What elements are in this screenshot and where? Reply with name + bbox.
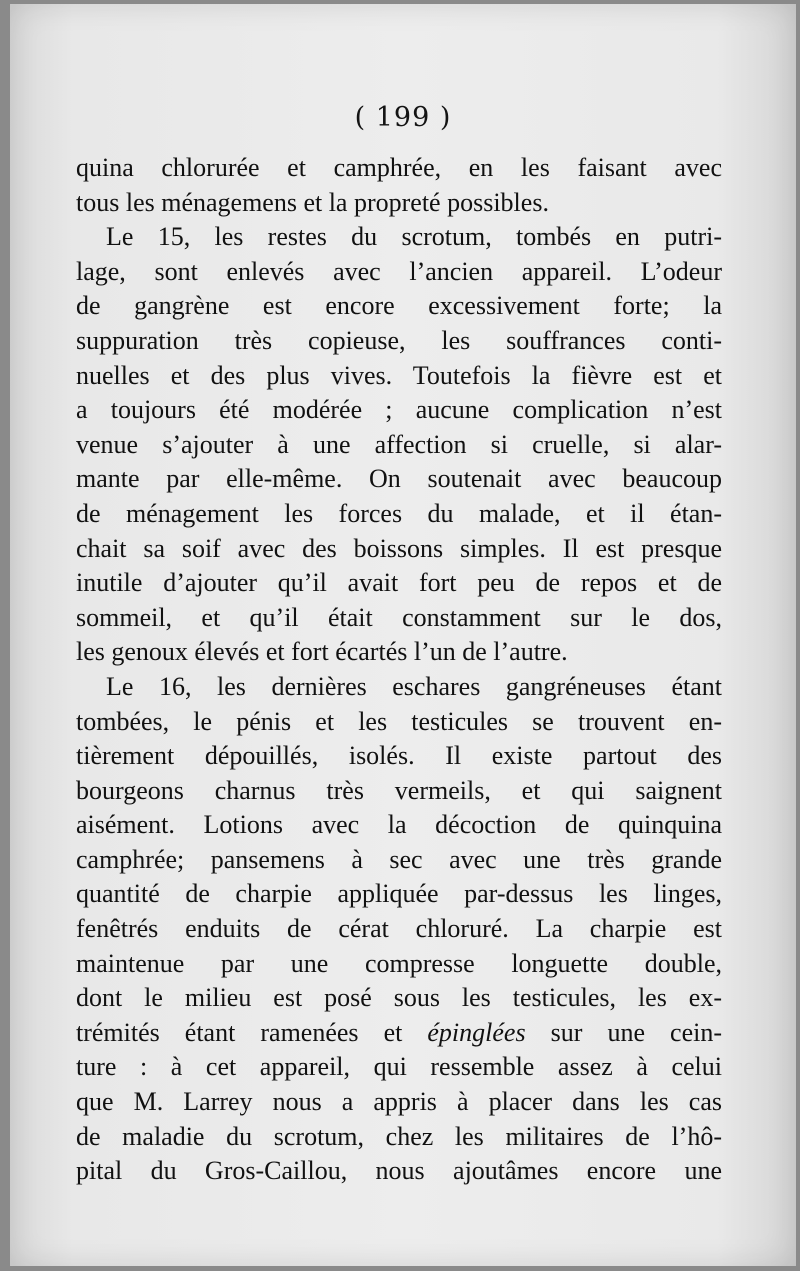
text-line-content: de maladie du scrotum, chez les militaires de l’hô-	[76, 1121, 722, 1151]
text-line-content: suppuration très copieuse, les souffrances conti-	[76, 325, 722, 355]
text-line	[76, 359, 722, 394]
text-line	[76, 393, 722, 428]
text-line	[76, 324, 722, 359]
text-line	[76, 981, 722, 1016]
text-line	[76, 428, 722, 463]
text-line-content: de gangrène est encore excessivement forte; la	[76, 291, 722, 321]
body-text	[76, 151, 722, 1189]
text-line-content: trémités étant ramenées et	[76, 1017, 403, 1047]
text-line	[76, 255, 722, 290]
text-line-content: Le 16, les dernières eschares gangréneuses étant	[106, 671, 722, 701]
text-line-content: de ménagement les forces du malade, et il étan-	[76, 498, 722, 528]
text-line	[76, 601, 722, 636]
text-line-content: tièrement dépouillés, isolés. Il existe partout des	[76, 741, 722, 771]
text-line-content: mante par elle-même. On soutenait avec beaucoup	[76, 464, 722, 494]
text-line-content: pital du Gros-Caillou, nous ajoutâmes encore une	[76, 1156, 722, 1186]
text-line	[76, 566, 722, 601]
italic-word: épinglées	[427, 1017, 526, 1047]
text-line	[76, 808, 722, 843]
text-line-content: quantité de charpie appliquée par-dessus les linges,	[76, 879, 722, 909]
text-line-content: Le 15, les restes du scrotum, tombés en putri-	[106, 222, 722, 252]
text-line	[76, 1154, 722, 1189]
text-line-continuation: sur une cein-	[525, 1017, 722, 1047]
text-line	[76, 532, 722, 567]
text-line	[76, 947, 722, 982]
text-line-content: chait sa soif avec des boissons simples. Il est presque	[76, 533, 722, 563]
book-page	[10, 4, 796, 1266]
text-line-content: bourgeons charnus très vermeils, et qui saignent	[76, 775, 722, 805]
text-line	[76, 1120, 722, 1155]
text-line	[76, 289, 722, 324]
text-line	[76, 877, 722, 912]
text-line-content: tombées, le pénis et les testicules se trouvent en-	[76, 706, 722, 736]
text-line-content: fenêtrés enduits de cérat chloruré. La charpie est	[76, 914, 722, 944]
text-line	[76, 1050, 722, 1085]
text-line	[76, 151, 722, 186]
text-line-content: sommeil, et qu’il était constamment sur le dos,	[76, 602, 722, 632]
text-line	[76, 1085, 722, 1120]
text-line-content: lage, sont enlevés avec l’ancien appareil. L’odeur	[76, 256, 722, 286]
text-line	[76, 220, 722, 255]
text-line	[76, 705, 722, 740]
text-line	[76, 1016, 722, 1051]
text-line	[76, 774, 722, 809]
text-line-content: dont le milieu est posé sous les testicules, les ex-	[76, 983, 722, 1013]
text-line	[76, 670, 722, 705]
text-line	[76, 843, 722, 878]
text-line-content: tous les ménagemens et la propreté possibles.	[76, 187, 549, 217]
text-line	[76, 497, 722, 532]
page-number: ( 199 )	[354, 102, 452, 133]
text-line-content: les genoux élevés et fort écartés l’un de l’autre.	[76, 637, 568, 667]
text-line-content: venue s’ajouter à une affection si cruelle, si alar-	[76, 429, 722, 459]
text-line-content: inutile d’ajouter qu’il avait fort peu de repos et de	[76, 568, 722, 598]
text-line-content: a toujours été modérée ; aucune complication n’est	[76, 395, 722, 425]
text-line	[76, 739, 722, 774]
text-line	[76, 635, 722, 670]
text-line-content: aisément. Lotions avec la décoction de quinquina	[76, 810, 722, 840]
text-line-content: camphrée; pansemens à sec avec une très grande	[76, 844, 722, 874]
text-line-content: quina chlorurée et camphrée, en les faisant avec	[76, 153, 722, 182]
text-line	[76, 912, 722, 947]
text-line-content: ture : à cet appareil, qui ressemble assez à celui	[76, 1052, 722, 1082]
text-line-content: maintenue par une compresse longuette double,	[76, 948, 722, 978]
text-line-content: nuelles et des plus vives. Toutefois la fièvre est et	[76, 360, 722, 390]
text-line-content: que M. Larrey nous a appris à placer dans les cas	[76, 1087, 722, 1117]
text-line	[76, 186, 722, 221]
text-line	[76, 462, 722, 497]
